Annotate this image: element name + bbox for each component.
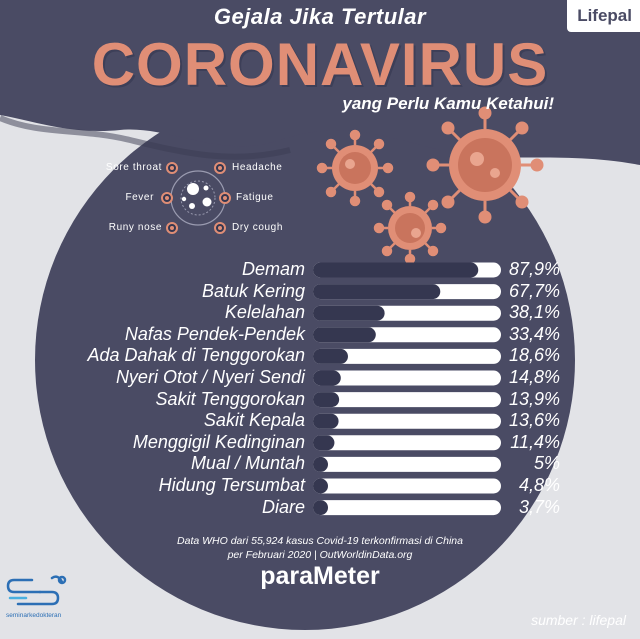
bar-value-label: 67,7% [508, 280, 560, 301]
bar [313, 371, 341, 386]
bar [313, 306, 385, 321]
bar-category-label: Kelelahan [224, 302, 305, 323]
parameter-logo: paraMeter [260, 562, 380, 590]
bar-category-label: Batuk Kering [201, 280, 305, 301]
watermark-text: seminarkedokteran [6, 612, 62, 619]
bar-category-label: Nyeri Otot / Nyeri Sendi [115, 367, 305, 387]
bar [313, 349, 348, 364]
symptom-label: Runy nose [108, 222, 162, 233]
bar-category-label: Mual / Muntah [190, 453, 305, 474]
bar-category-label: Sakit Tenggorokan [155, 388, 305, 409]
bar-track [313, 414, 501, 429]
bar-category-label: Ada Dahak di Tenggorokan [87, 345, 305, 366]
symptom-label: Headache [232, 162, 283, 173]
source-credit: sumber : lifepal [531, 612, 626, 628]
symptom-label: Sore throat [105, 162, 162, 173]
bar [313, 479, 328, 494]
bar-value-label: 5% [533, 453, 560, 474]
bar-category-label: Nafas Pendek-Pendek [124, 323, 305, 344]
bar-track [313, 479, 501, 494]
bar-category-label: Sakit Kepala [203, 410, 305, 431]
symptom-label: Fever [125, 192, 154, 203]
bar [313, 263, 478, 278]
bar-track [313, 435, 501, 450]
page-title: CORONAVIRUS [91, 31, 549, 98]
bar [313, 500, 328, 515]
bar-value-label: 38,1% [508, 302, 560, 323]
bar-track [313, 500, 501, 515]
bar-value-label: 3,7% [518, 496, 560, 517]
bar-value-label: 11,4% [510, 431, 560, 452]
bar-track [313, 457, 501, 472]
title-top: Gejala Jika Tertular [213, 4, 427, 29]
bar-track [313, 371, 501, 386]
data-note-line1: Data WHO dari 55,924 kasus Covid-19 terkonfirmasi di China [177, 535, 463, 547]
bar [313, 414, 339, 429]
bar-value-label: 4,8% [518, 475, 560, 495]
bar-category-label: Demam [241, 259, 305, 279]
bar-value-label: 87,9% [508, 259, 560, 279]
symptom-label: Fatigue [236, 192, 274, 203]
bar [313, 392, 339, 407]
bar-category-label: Diare [261, 496, 305, 517]
bar-value-label: 18,6% [508, 345, 560, 366]
brand-tag: Lifepal [567, 0, 640, 32]
bar [313, 327, 376, 342]
bar [313, 284, 440, 299]
bar-value-label: 13,9% [508, 388, 560, 409]
subtitle: yang Perlu Kamu Ketahui! [342, 94, 554, 113]
bar [313, 457, 328, 472]
bar-track [313, 392, 501, 407]
bar-value-label: 33,4% [508, 323, 560, 344]
symptom-label: Dry cough [232, 222, 283, 233]
bar-category-label: Menggigil Kedinginan [132, 431, 305, 452]
data-note-line2: per Februari 2020 | OutWorldinData.org [227, 549, 413, 561]
bar-value-label: 13,6% [508, 410, 560, 431]
bar-category-label: Hidung Tersumbat [158, 475, 305, 495]
bar-value-label: 14,8% [508, 367, 560, 387]
bar [313, 435, 334, 450]
